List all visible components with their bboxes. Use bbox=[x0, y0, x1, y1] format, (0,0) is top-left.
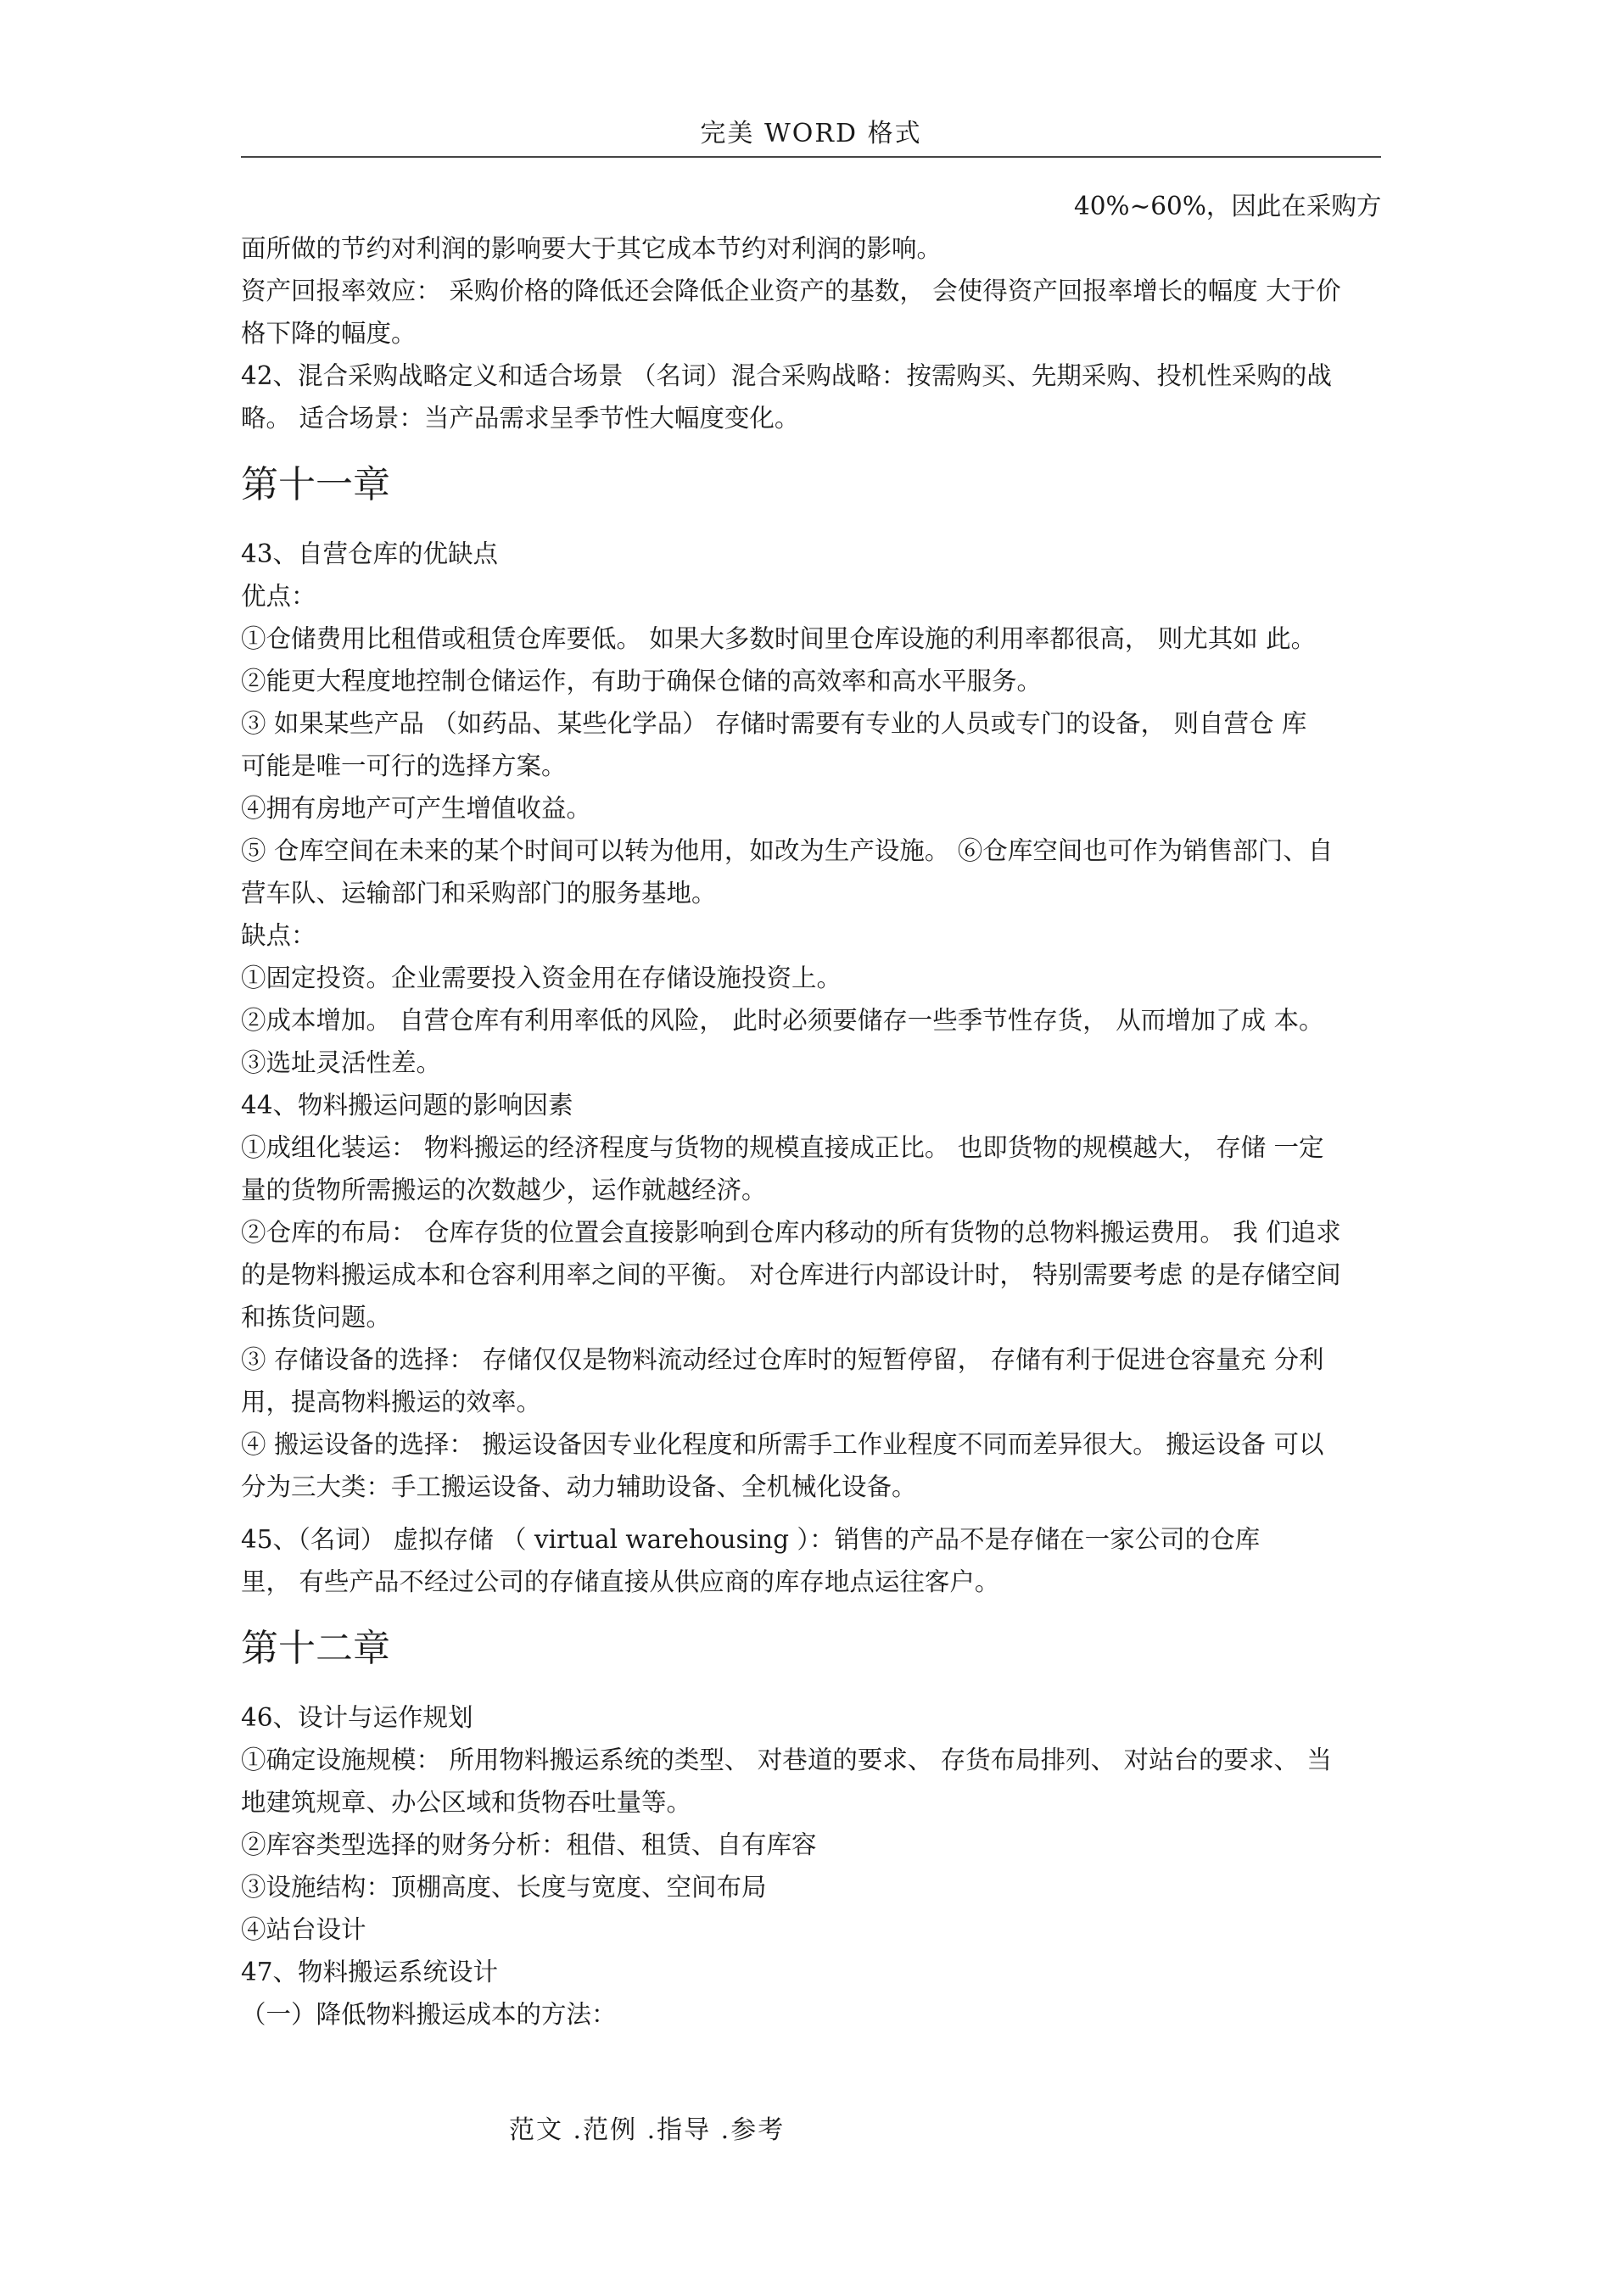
text-line: ②成本增加。 自营仓库有利用率低的风险， 此时必须要储存一些季节性存货， 从而增加了成 本。 bbox=[241, 1006, 1324, 1035]
text-line: 和拣货问题。 bbox=[241, 1303, 392, 1332]
text-line: 地建筑规章、办公区域和货物吞吐量等。 bbox=[241, 1788, 692, 1817]
text-line: ②仓库的布局： 仓库存货的位置会直接影响到仓库内移动的所有货物的总物料搬运费用。 我 们追求 bbox=[241, 1218, 1341, 1247]
text-line: ③ 存储设备的选择： 存储仅仅是物料流动经过仓库时的短暂停留， 存储有利于促进仓容量充 分利 bbox=[241, 1345, 1324, 1374]
text-line: 营车队、运输部门和采购部门的服务基地。 bbox=[241, 879, 717, 908]
text-line: ③选址灵活性差。 bbox=[241, 1048, 442, 1077]
text-line: 47、物料搬运系统设计 bbox=[241, 1958, 499, 1986]
text-line: ①固定投资。企业需要投入资金用在存储设施投资上。 bbox=[241, 964, 842, 992]
text-line: 略。 适合场景：当产品需求呈季节性大幅度变化。 bbox=[241, 404, 800, 433]
text-line: 优点： bbox=[241, 582, 316, 611]
text-line: 40%~60%，因此在采购方 bbox=[1074, 192, 1382, 221]
text-line: 资产回报率效应： 采购价格的降低还会降低企业资产的基数， 会使得资产回报率增长的幅度 大于价 bbox=[241, 277, 1341, 305]
text-line: ②库容类型选择的财务分析：租借、租赁、自有库容 bbox=[241, 1830, 817, 1859]
chapter-heading: 第十一章 bbox=[241, 463, 390, 506]
text-line: 的是物料搬运成本和仓容利用率之间的平衡。 对仓库进行内部设计时， 特别需要考虑 的是存储空间 bbox=[241, 1260, 1341, 1289]
text-line: 可能是唯一可行的选择方案。 bbox=[241, 751, 567, 780]
text-line: ③ 如果某些产品 （如药品、某些化学品） 存储时需要有专业的人员或专门的设备， 则自营仓 库 bbox=[241, 709, 1307, 738]
text-line: 量的货物所需搬运的次数越少，运作就越经济。 bbox=[241, 1176, 767, 1204]
page-header-title: 完美 WORD 格式 bbox=[700, 119, 922, 148]
page-footer-text: 范文 .范例 .指导 .参考 bbox=[509, 2115, 786, 2145]
text-line: ①成组化装运： 物料搬运的经济程度与货物的规模直接成正比。 也即货物的规模越大， 存储 一定 bbox=[241, 1133, 1324, 1162]
text-line: 里， 有些产品不经过公司的存储直接从供应商的库存地点运往客户。 bbox=[241, 1567, 1000, 1596]
text-line: ④ 搬运设备的选择： 搬运设备因专业化程度和所需手工作业程度不同而差异很大。 搬运设备 可以 bbox=[241, 1430, 1324, 1459]
chapter-heading: 第十二章 bbox=[241, 1627, 390, 1670]
text-line: 缺点： bbox=[241, 921, 316, 950]
document-body bbox=[241, 185, 1469, 2036]
text-line: 44、物料搬运问题的影响因素 bbox=[241, 1091, 573, 1120]
text-line: 45、（名词） 虚拟存储 （ virtual warehousing ）：销售的产品不是存储在一家公司的仓库 bbox=[241, 1525, 1261, 1554]
text-line: ④站台设计 bbox=[241, 1915, 366, 1944]
text-line: ③设施结构：顶棚高度、长度与宽度、空间布局 bbox=[241, 1873, 767, 1902]
header-divider bbox=[241, 156, 1381, 158]
text-line: ①仓储费用比租借或租赁仓库要低。 如果大多数时间里仓库设施的利用率都很高， 则尤其如 此。 bbox=[241, 624, 1317, 653]
text-line: ②能更大程度地控制仓储运作，有助于确保仓储的高效率和高水平服务。 bbox=[241, 667, 1043, 696]
text-line: 面所做的节约对利润的影响要大于其它成本节约对利润的影响。 bbox=[241, 234, 942, 263]
text-line: 分为三大类：手工搬运设备、动力辅助设备、全机械化设备。 bbox=[241, 1472, 917, 1501]
text-line: 格下降的幅度。 bbox=[241, 319, 417, 348]
text-line: 43、自营仓库的优缺点 bbox=[241, 539, 499, 568]
text-line: 46、设计与运作规划 bbox=[241, 1703, 473, 1732]
text-line: ⑤ 仓库空间在未来的某个时间可以转为他用，如改为生产设施。 ⑥仓库空间也可作为销售部门、自 bbox=[241, 836, 1334, 865]
text-line: ①确定设施规模： 所用物料搬运系统的类型、 对巷道的要求、 存货布局排列、 对站台的要求、 当 bbox=[241, 1746, 1332, 1774]
text-line: 用，提高物料搬运的效率。 bbox=[241, 1388, 542, 1416]
text-line: ④拥有房地产可产生增值收益。 bbox=[241, 794, 592, 823]
text-line: 42、混合采购战略定义和适合场景 （名词）混合采购战略：按需购买、先期采购、投机性采购的战 bbox=[241, 361, 1332, 390]
text-line: （一）降低物料搬运成本的方法： bbox=[241, 2000, 617, 2029]
